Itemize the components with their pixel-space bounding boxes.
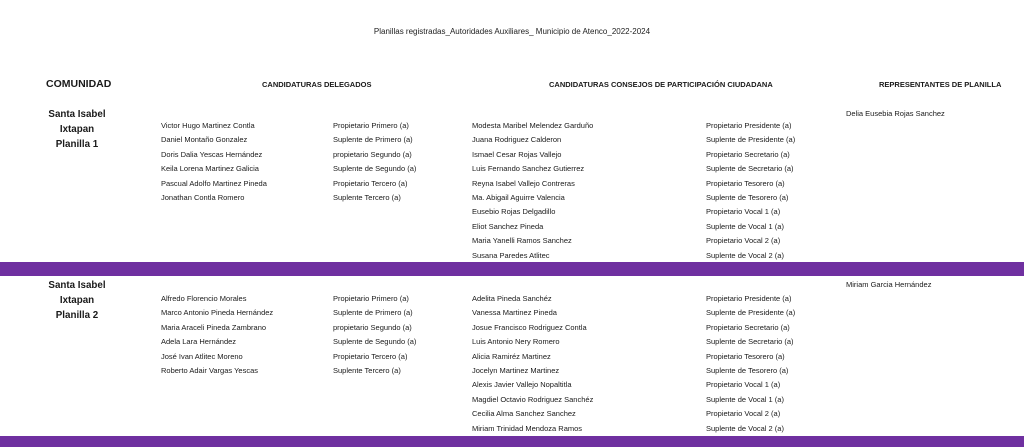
consejo-nombre: Ma. Abigail Aguirre Valencia <box>472 193 565 202</box>
delegado-nombre: Daniel Montaño Gonzalez <box>161 135 248 145</box>
delegado-cargo: Propietario Tercero (a) <box>333 351 408 361</box>
consejo-nombre: Jocelyn Martinez Martinez <box>472 366 560 375</box>
delegado-cargo: Suplente Tercero (a) <box>333 366 401 375</box>
consejo-cargo: Propietario Tesorero (a) <box>706 178 785 188</box>
header-comunidad: COMUNIDAD <box>46 78 112 90</box>
candidate-row <box>0 292 1024 306</box>
planilla-section-1 <box>0 107 1024 262</box>
planilla-label: Planilla 2 <box>55 310 99 321</box>
consejo-cargo: Suplente de Secretario (a) <box>706 164 794 174</box>
consejo-cargo: Suplente de Tesorero (a) <box>706 366 789 375</box>
candidate-row <box>0 335 1024 349</box>
delegado-nombre: Roberto Adair Vargas Yescas <box>161 366 259 375</box>
consejo-nombre: Alexis Javier Vallejo Nopaltitla <box>472 380 572 390</box>
candidate-row <box>0 119 1024 133</box>
candidate-row <box>0 422 1024 436</box>
consejo-cargo: Suplente de Vocal 1 (a) <box>706 221 784 231</box>
representante-name: Miriam Garcia Hernández <box>846 280 932 289</box>
consejo-nombre: Josue Francisco Rodriguez Contla <box>472 322 587 332</box>
header-candidaturas-delegados: CANDIDATURAS DELEGADOS <box>262 80 372 89</box>
consejo-cargo: Propietario Vocal 1 (a) <box>706 207 781 217</box>
candidate-row <box>0 162 1024 176</box>
candidate-row <box>0 321 1024 335</box>
section-divider-band <box>0 262 1024 276</box>
consejo-nombre: Magdiel Octavio Rodriguez Sanchéz <box>472 394 594 404</box>
consejo-cargo: Suplente de Vocal 1 (a) <box>706 394 784 404</box>
consejo-nombre: Eliot Sanchez Pineda <box>472 221 544 231</box>
delegado-nombre: Maria Araceli Pineda Zambrano <box>161 322 267 332</box>
consejo-nombre: Eusebio Rojas Delgadillo <box>472 207 556 217</box>
delegado-nombre: Victor Hugo Martinez Contla <box>161 121 255 130</box>
delegado-cargo: Suplente de Primero (a) <box>333 135 413 145</box>
consejo-cargo: Suplente de Presidente (a) <box>706 135 796 145</box>
consejo-cargo: Propietario Vocal 2 (a) <box>706 409 781 419</box>
consejo-nombre: Juana Rodriguez Calderon <box>472 135 562 145</box>
consejo-cargo: Suplente de Tesorero (a) <box>706 193 789 202</box>
delegado-nombre: Keila Lorena Martinez Galicia <box>161 164 259 174</box>
candidate-row <box>0 306 1024 320</box>
delegado-cargo: Suplente de Segundo (a) <box>333 337 417 347</box>
candidate-row <box>0 350 1024 364</box>
consejo-cargo: Suplente de Vocal 2 (a) <box>706 423 784 433</box>
consejo-nombre: Maria Yanelli Ramos Sanchez <box>472 236 572 246</box>
delegado-nombre: Adela Lara Hernández <box>161 337 237 347</box>
consejo-nombre: Alicia Ramiréz Martinez <box>472 351 551 361</box>
consejo-nombre: Modesta Maribel Melendez Garduño <box>472 121 594 130</box>
consejo-cargo: Propietario Presidente (a) <box>706 294 792 303</box>
header-candidaturas-consejos: CANDIDATURAS CONSEJOS DE PARTICIPACIÓN CIUDADANA <box>549 80 773 89</box>
consejo-cargo: Propietario Vocal 2 (a) <box>706 236 781 246</box>
planilla-label: Planilla 1 <box>55 139 99 150</box>
consejo-nombre: Susana Paredes Atlitec <box>472 250 550 260</box>
consejo-nombre: Adelita Pineda Sanchéz <box>472 294 552 303</box>
consejo-nombre: Ismael Cesar Rojas Vallejo <box>472 149 562 159</box>
candidate-row <box>0 364 1024 378</box>
candidate-row <box>0 191 1024 205</box>
consejo-cargo: Suplente de Vocal 2 (a) <box>706 250 784 260</box>
delegado-cargo: Suplente de Segundo (a) <box>333 164 417 174</box>
header-representantes: REPRESENTANTES DE PLANILLA <box>879 80 1002 89</box>
representante-name: Delia Eusebia Rojas Sanchez <box>846 109 945 118</box>
candidate-row <box>0 148 1024 162</box>
delegado-nombre: Doris Dalia Yescas Hernández <box>161 149 263 159</box>
delegado-nombre: Marco Antonio Pineda Hernández <box>161 308 274 318</box>
candidate-row <box>0 393 1024 407</box>
delegado-cargo: Propietario Tercero (a) <box>333 178 408 188</box>
delegado-cargo: Propietario Primero (a) <box>333 294 409 303</box>
consejo-nombre: Luis Fernando Sanchez Gutierrez <box>472 164 585 174</box>
candidate-row <box>0 234 1024 248</box>
candidate-row <box>0 177 1024 191</box>
delegado-cargo: Propietario Primero (a) <box>333 121 409 130</box>
consejo-nombre: Cecilia Alma Sanchez Sanchez <box>472 409 576 419</box>
candidate-row <box>0 133 1024 147</box>
delegado-nombre: José Ivan Atlitec Moreno <box>161 351 243 361</box>
comunidad-name: Santa Isabel Ixtapan <box>48 109 106 135</box>
consejo-nombre: Vanessa Martinez Pineda <box>472 308 557 318</box>
candidate-row <box>0 220 1024 234</box>
consejo-cargo: Suplente de Presidente (a) <box>706 308 796 318</box>
consejo-cargo: Propietario Vocal 1 (a) <box>706 380 781 390</box>
comunidad-name: Santa Isabel Ixtapan <box>48 280 106 306</box>
delegado-nombre: Jonathan Contla Romero <box>161 193 245 202</box>
consejo-cargo: Suplente de Secretario (a) <box>706 337 794 347</box>
consejo-cargo: Propietario Presidente (a) <box>706 121 792 130</box>
consejo-nombre: Luis Antonio Nery Romero <box>472 337 560 347</box>
candidate-row <box>0 249 1024 263</box>
delegado-nombre: Alfredo Florencio Morales <box>161 294 247 303</box>
consejo-nombre: Reyna Isabel Vallejo Contreras <box>472 178 575 188</box>
consejo-cargo: Propietario Secretario (a) <box>706 149 790 159</box>
candidate-row <box>0 407 1024 421</box>
candidate-row <box>0 378 1024 392</box>
delegado-cargo: propietario Segundo (a) <box>333 149 412 159</box>
document-title: Planillas registradas_Autoridades Auxiliares_ Municipio de Atenco_2022-2024 <box>373 27 651 36</box>
consejo-cargo: Propietario Secretario (a) <box>706 322 790 332</box>
planilla-section-2 <box>0 278 1024 436</box>
consejo-cargo: Propietario Tesorero (a) <box>706 351 785 361</box>
delegado-cargo: Suplente de Primero (a) <box>333 308 413 318</box>
section-divider-band <box>0 436 1024 447</box>
candidate-row <box>0 205 1024 219</box>
delegado-cargo: propietario Segundo (a) <box>333 322 412 332</box>
delegado-cargo: Suplente Tercero (a) <box>333 193 401 202</box>
consejo-nombre: Miriam Trinidad Mendoza Ramos <box>472 423 583 433</box>
delegado-nombre: Pascual Adolfo Martinez Pineda <box>161 178 267 188</box>
